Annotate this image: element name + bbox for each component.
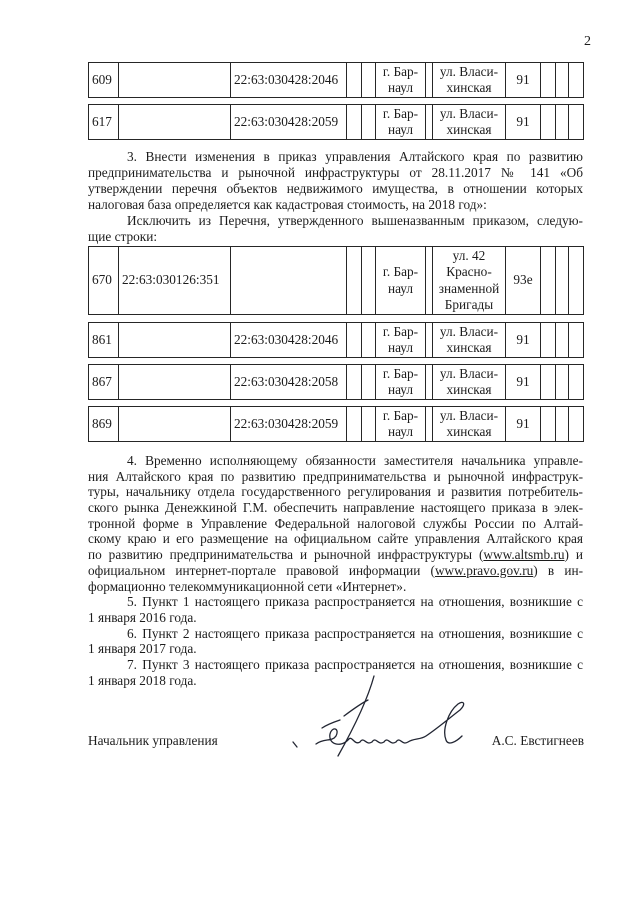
signature-stroke bbox=[344, 700, 368, 716]
table-row bbox=[88, 104, 584, 140]
paragraph-line: 4. Временно исполняющему обязанности заместителя начальника управле- bbox=[127, 453, 583, 468]
house-number-cell: 91 bbox=[506, 323, 541, 357]
empty-cell bbox=[347, 323, 362, 357]
city-cell: г. Бар- наул bbox=[376, 365, 426, 399]
empty-cell bbox=[426, 323, 433, 357]
page-number: 2 bbox=[584, 34, 591, 49]
row-number-cell: 867 bbox=[89, 365, 119, 399]
paragraph-line: предпринимательства и рыночной инфраструктуры от 28.11.2017 № 141 «Об bbox=[88, 165, 583, 180]
paragraph-line bbox=[88, 563, 583, 579]
paragraph-line bbox=[88, 547, 583, 563]
cadastral-number-cell: 22:63:030428:2058 bbox=[231, 365, 347, 399]
paragraph-line: ния Алтайского края по развитию предпринимательства и рыночной инфраструк- bbox=[88, 469, 583, 484]
empty-cell bbox=[569, 105, 583, 139]
street-cell: ул. Власи- хинская bbox=[433, 105, 506, 139]
line-text: ) в ин- bbox=[533, 563, 583, 578]
paragraph-line: Исключить из Перечня, утвержденного вышеназванным приказом, следую- bbox=[127, 213, 583, 228]
city-cell: г. Бар- наул bbox=[376, 323, 426, 357]
house-number-cell: 91 bbox=[506, 407, 541, 441]
street-cell: ул. Власи- хинская bbox=[433, 63, 506, 97]
cadastral-number-cell bbox=[119, 105, 231, 139]
cadastral-number-cell bbox=[119, 365, 231, 399]
row-number-cell: 861 bbox=[89, 323, 119, 357]
paragraph-line: 5. Пункт 1 настоящего приказа распространяется на отношения, возникшие с bbox=[127, 594, 583, 609]
empty-cell bbox=[362, 365, 376, 399]
paragraph-line: 1 января 2017 года. bbox=[88, 641, 197, 656]
empty-cell bbox=[347, 365, 362, 399]
empty-cell bbox=[362, 407, 376, 441]
empty-cell bbox=[556, 105, 569, 139]
paragraph-line: 6. Пункт 2 настоящего приказа распространяется на отношения, возникшие с bbox=[127, 626, 583, 641]
city-cell: г. Бар- наул bbox=[376, 407, 426, 441]
empty-cell bbox=[541, 247, 556, 314]
paragraph-line: утверждении перечня объектов недвижимого имущества, в отношении которых bbox=[88, 181, 583, 196]
table-row bbox=[88, 62, 584, 98]
website-url: www.pravo.gov.ru bbox=[434, 563, 534, 578]
empty-cell bbox=[556, 323, 569, 357]
row-number-cell: 617 bbox=[89, 105, 119, 139]
cadastral-number-cell: 22:63:030126:351 bbox=[119, 247, 231, 314]
table-row bbox=[88, 246, 584, 315]
house-number-cell: 91 bbox=[506, 365, 541, 399]
empty-cell bbox=[347, 407, 362, 441]
street-cell: ул. 42 Красно- знаменной Бригады bbox=[433, 247, 506, 314]
empty-cell bbox=[426, 365, 433, 399]
cadastral-number-cell bbox=[231, 247, 347, 314]
paragraph-line: 3. Внести изменения в приказ управления Алтайского края по развитию bbox=[127, 149, 583, 164]
table-row bbox=[88, 364, 584, 400]
city-cell: г. Бар- наул bbox=[376, 247, 426, 314]
website-url: www.altsmb.ru bbox=[483, 547, 565, 562]
paragraph-line: 1 января 2016 года. bbox=[88, 610, 197, 625]
house-number-cell: 91 bbox=[506, 105, 541, 139]
empty-cell bbox=[556, 365, 569, 399]
empty-cell bbox=[426, 63, 433, 97]
paragraph-line: 1 января 2018 года. bbox=[88, 673, 197, 688]
empty-cell bbox=[347, 105, 362, 139]
signature-stroke bbox=[293, 742, 297, 747]
cadastral-number-cell: 22:63:030428:2046 bbox=[231, 63, 347, 97]
empty-cell bbox=[556, 247, 569, 314]
empty-cell bbox=[541, 63, 556, 97]
signatory-name: А.С. Евстигнеев bbox=[491, 733, 584, 748]
street-cell: ул. Власи- хинская bbox=[433, 365, 506, 399]
row-number-cell: 670 bbox=[89, 247, 119, 314]
line-text: ) и bbox=[564, 547, 583, 562]
street-cell: ул. Власи- хинская bbox=[433, 407, 506, 441]
paragraph-line: 7. Пункт 3 настоящего приказа распространяется на отношения, возникшие с bbox=[127, 657, 583, 672]
paragraph-line: ского рынка Денежкиной Г.М. обеспечить направление настоящего приказа в элек- bbox=[88, 500, 583, 515]
paragraph-line: формационно телекоммуникационной сети «Интернет». bbox=[88, 579, 407, 594]
empty-cell bbox=[541, 323, 556, 357]
empty-cell bbox=[556, 63, 569, 97]
house-number-cell: 93е bbox=[506, 247, 541, 314]
empty-cell bbox=[569, 365, 583, 399]
empty-cell bbox=[362, 105, 376, 139]
empty-cell bbox=[569, 407, 583, 441]
signature-stroke bbox=[316, 702, 464, 744]
paragraph-line: туры, начальнику отдела государственного регулирования и развития потребитель- bbox=[88, 484, 583, 499]
cadastral-number-cell bbox=[119, 323, 231, 357]
cadastral-number-cell: 22:63:030428:2059 bbox=[231, 105, 347, 139]
empty-cell bbox=[541, 407, 556, 441]
empty-cell bbox=[362, 63, 376, 97]
signature-stroke bbox=[322, 720, 340, 728]
empty-cell bbox=[569, 247, 583, 314]
empty-cell bbox=[556, 407, 569, 441]
empty-cell bbox=[426, 247, 433, 314]
paragraph-line: тронной форме в Управление Федеральной налоговой службы России по Алтай- bbox=[88, 516, 583, 531]
empty-cell bbox=[569, 63, 583, 97]
city-cell: г. Бар- наул bbox=[376, 63, 426, 97]
line-text: по развитию предпринимательства и рыночной инфраструктуры ( bbox=[88, 547, 484, 562]
row-number-cell: 869 bbox=[89, 407, 119, 441]
street-cell: ул. Власи- хинская bbox=[433, 323, 506, 357]
empty-cell bbox=[347, 63, 362, 97]
paragraph-line: скому краю и его размещение на официальном сайте управления Алтайского края bbox=[88, 531, 583, 546]
city-cell: г. Бар- наул bbox=[376, 105, 426, 139]
table-row bbox=[88, 406, 584, 442]
paragraph-line: налоговая база определяется как кадастровая стоимость, на 2018 год»: bbox=[88, 197, 487, 212]
empty-cell bbox=[362, 323, 376, 357]
empty-cell bbox=[569, 323, 583, 357]
signatory-position: Начальник управления bbox=[88, 733, 218, 748]
empty-cell bbox=[347, 247, 362, 314]
cadastral-number-cell bbox=[119, 407, 231, 441]
empty-cell bbox=[426, 105, 433, 139]
row-number-cell: 609 bbox=[89, 63, 119, 97]
cadastral-number-cell: 22:63:030428:2059 bbox=[231, 407, 347, 441]
paragraph-line: щие строки: bbox=[88, 229, 158, 244]
empty-cell bbox=[541, 365, 556, 399]
cadastral-number-cell: 22:63:030428:2046 bbox=[231, 323, 347, 357]
empty-cell bbox=[362, 247, 376, 314]
house-number-cell: 91 bbox=[506, 63, 541, 97]
handwritten-signature bbox=[280, 670, 480, 770]
line-text: официальном интернет-портале правовой информации ( bbox=[88, 563, 435, 578]
cadastral-number-cell bbox=[119, 63, 231, 97]
empty-cell bbox=[426, 407, 433, 441]
empty-cell bbox=[541, 105, 556, 139]
table-row bbox=[88, 322, 584, 358]
